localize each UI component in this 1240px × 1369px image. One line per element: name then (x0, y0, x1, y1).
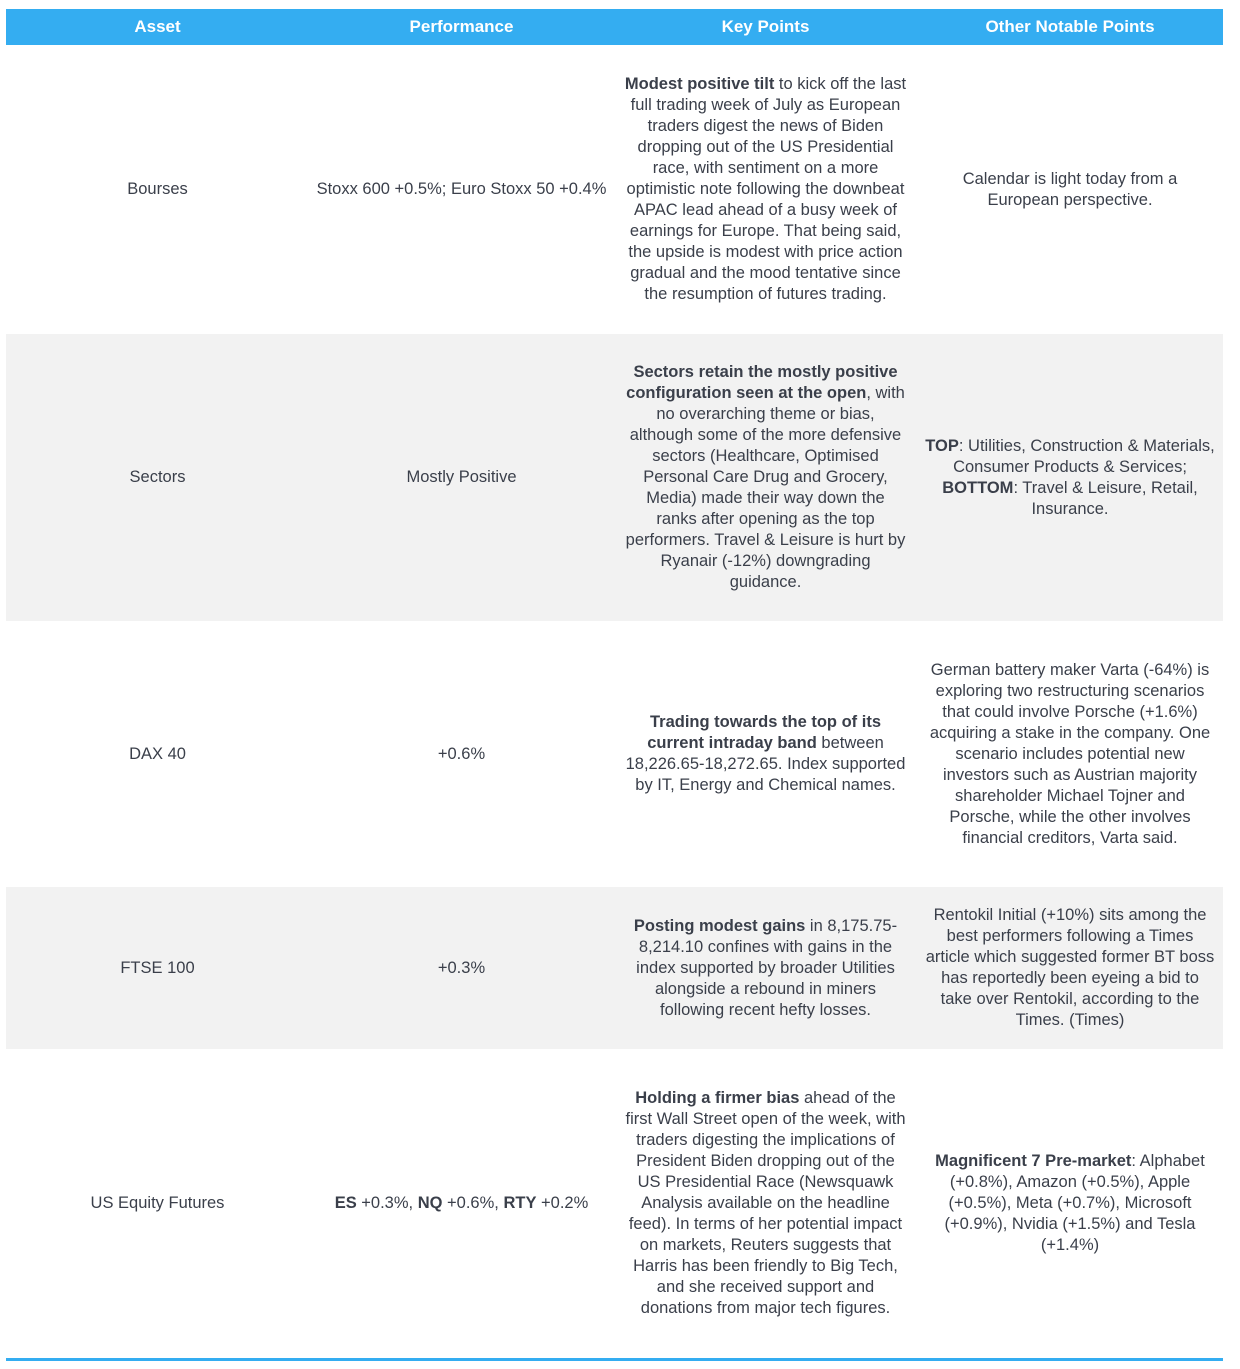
other-points-cell (917, 1151, 1223, 1256)
asset-cell: Sectors (129, 468, 186, 486)
text-segment: Mostly Positive (406, 468, 517, 486)
table-header (6, 9, 1223, 45)
key-points-highlight: Trading towards the top of its current intraday band (647, 713, 881, 752)
bold-label: Magnificent 7 Pre-market (935, 1152, 1132, 1170)
header-asset: Asset (134, 17, 181, 36)
text-segment: +0.2% (536, 1194, 589, 1212)
asset-cell: US Equity Futures (90, 1194, 225, 1212)
other-points-cell (917, 169, 1223, 211)
performance-cell (309, 467, 614, 488)
header-other-notable-points: Other Notable Points (985, 17, 1155, 36)
key-points-highlight: Sectors retain the mostly positive configuration seen at the open (626, 363, 898, 402)
header-performance: Performance (409, 17, 514, 36)
text-segment: +0.3% (437, 958, 486, 977)
text-segment: Calendar is light today from a European perspective. (962, 169, 1178, 209)
header-key-points: Key Points (721, 17, 810, 36)
table-row-sectors (6, 334, 1223, 621)
table-row-bourses (6, 45, 1223, 334)
key-points-highlight: Holding a firmer bias (635, 1089, 800, 1107)
key-points-highlight: Modest positive tilt (624, 75, 775, 93)
other-points-cell (917, 436, 1223, 520)
text-segment: German battery maker Varta (-64%) is exploring two restructuring scenarios that could involve Porsche (+1.6%) acquiring a stake in the company. One scenario includes potential new investors such as Austrian majority shareholder Michael Tojner and Porsche, while the other involves financial creditors, Varta said. (929, 660, 1211, 847)
table-bottom-rule (6, 1358, 1223, 1361)
key-points-text: to kick off the last full trading week of July as European traders digest the news of Biden dropping out of the US Presidential race, with sentiment on a more optimistic note following the downbeat APAC lead ahead of a busy week of earnings for Europe. That being said, the upside is modest with price action gradual and the mood tentative since the resumption of futures trading. (626, 75, 907, 303)
table-row-us-equity-futures (6, 1049, 1223, 1358)
table-row-ftse-100 (6, 887, 1223, 1049)
key-points-cell (614, 712, 917, 796)
key-points-text: between 18,226.65-18,272.65. Index supported by IT, Energy and Chemical names. (625, 734, 906, 794)
asset-cell: DAX 40 (129, 744, 186, 763)
text-segment: +0.6% (437, 744, 486, 763)
bold-label: NQ (417, 1194, 443, 1212)
other-points-cell (917, 905, 1223, 1031)
bold-label: ES (334, 1194, 357, 1212)
text-segment: : Travel & Leisure, Retail, Insurance. (1013, 478, 1198, 518)
text-segment: : Alphabet (+0.8%), Amazon (+0.5%), Apple (+0.5%), Meta (+0.7%), Microsoft (+0.9%), Nvidia (+1.5%) and Tesla (+1.4%) (944, 1152, 1205, 1254)
bold-label: RTY (503, 1194, 537, 1212)
text-segment: Stoxx 600 +0.5%; Euro Stoxx 50 +0.4% (316, 180, 607, 198)
bold-label: TOP (925, 436, 959, 455)
key-points-cell (614, 74, 917, 305)
performance-cell (309, 958, 614, 979)
bold-label: BOTTOM (942, 478, 1014, 497)
text-segment: +0.6%, (442, 1194, 504, 1212)
performance-cell (309, 179, 614, 200)
market-summary-table (6, 9, 1223, 1361)
text-segment: : Utilities, Construction & Materials, Consumer Products & Services; (953, 436, 1215, 476)
key-points-highlight: Posting modest gains (633, 916, 806, 935)
key-points-text: in 8,175.75-8,214.10 confines with gains in the index supported by broader Utilities alongside a rebound in miners following recent hefty losses. (636, 916, 898, 1019)
key-points-text: ahead of the first Wall Street open of the week, with traders digesting the implications of President Biden dropping out of the US Presidential Race (Newsquawk Analysis available on the headline feed). In terms of her potential impact on markets, Reuters suggests that Harris has been friendly to Big Tech, and she received support and donations from major tech figures. (625, 1089, 906, 1317)
asset-cell: Bourses (127, 180, 188, 198)
performance-cell (309, 1193, 614, 1214)
text-segment: Rentokil Initial (+10%) sits among the best performers following a Times article which suggested former BT boss has reportedly been eyeing a bid to take over Rentokil, according to the Times. (Times) (925, 906, 1215, 1029)
key-points-text: , with no overarching theme or bias, although some of the more defensive sectors (Healthcare, Optimised Personal Care Drug and Grocery, Media) made their way down the ranks after opening as the top performers. Travel & Leisure is hurt by Ryanair (-12%) downgrading guidance. (625, 384, 906, 591)
key-points-cell (614, 362, 917, 593)
text-segment: +0.3%, (356, 1194, 418, 1212)
other-points-cell (917, 660, 1223, 849)
asset-cell: FTSE 100 (120, 958, 195, 977)
key-points-cell (614, 916, 917, 1021)
table-row-dax-40 (6, 621, 1223, 887)
key-points-cell (614, 1088, 917, 1319)
performance-cell (309, 744, 614, 765)
